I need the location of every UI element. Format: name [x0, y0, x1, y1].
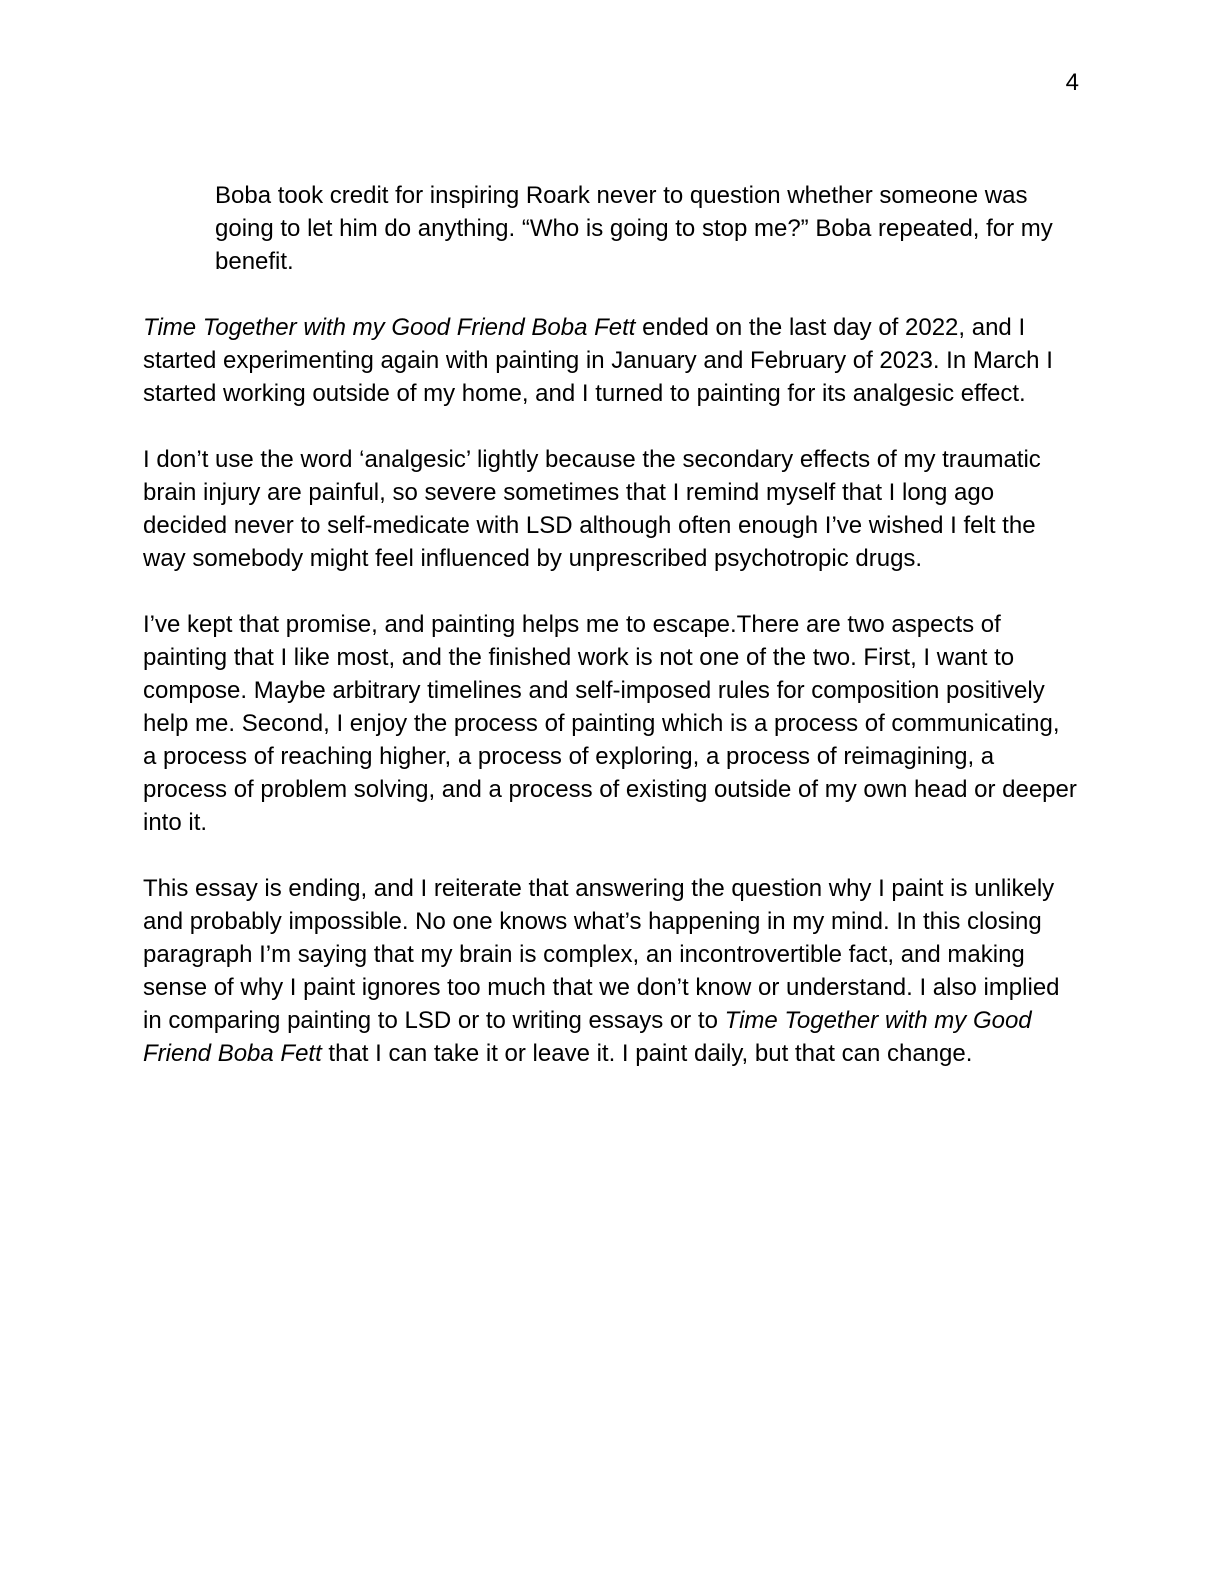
italic-text-segment: Time Together with my Good Friend Boba Fett: [143, 314, 636, 341]
paragraph-3: [143, 608, 1079, 839]
text-segment: I don’t use the word ‘analgesic’ lightly because the secondary effects of my traumatic brain injury are painful, so severe sometimes that I remind myself that I long ago decided never to self-medicate with LSD although often enough I’ve wished I felt the way somebody might feel influenced by unprescribed psychotropic drugs.: [143, 446, 1041, 572]
text-segment: I’ve kept that promise, and painting helps me to escape.There are two aspects of painting that I like most, and the finished work is not one of the two. First, I want to compose. Maybe arbitrary timelines and self-imposed rules for composition positively help me. Second, I enjoy the process of painting which is a process of communicating, a process of reaching higher, a process of exploring, a process of reimagining, a process of problem solving, and a process of existing outside of my own head or deeper into it.: [143, 611, 1077, 836]
text-segment: This essay is ending, and I reiterate that answering the question why I paint is unlikely and probably impossible. No one knows what’s happening in my mind. In this closing paragraph I’m saying that my brain is complex, an incontrovertible fact, and making sense of why I paint ignores too much that we don’t know or understand. I also implied in comparing painting to LSD or to writing essays or to: [143, 875, 1060, 1034]
text-segment: ended on the last day of 2022, and I started experimenting again with painting in January and February of 2023. In March I started working outside of my home, and I turned to painting for its analgesic effect.: [143, 314, 1053, 407]
page-number: 4: [1065, 69, 1079, 96]
paragraph-1: [143, 311, 1079, 410]
text-segment: Boba took credit for inspiring Roark never to question whether someone was going to let him do anything. “Who is going to stop me?” Boba repeated, for my benefit.: [215, 182, 1053, 275]
italic-text-segment: Time Together with my Good Friend Boba Fett: [143, 1007, 1032, 1067]
document-body: [143, 311, 1079, 1070]
block-quote: [215, 179, 1055, 278]
paragraph-2: [143, 443, 1079, 575]
text-segment: that I can take it or leave it. I paint daily, but that can change.: [321, 1040, 973, 1067]
paragraph-4: [143, 872, 1079, 1070]
